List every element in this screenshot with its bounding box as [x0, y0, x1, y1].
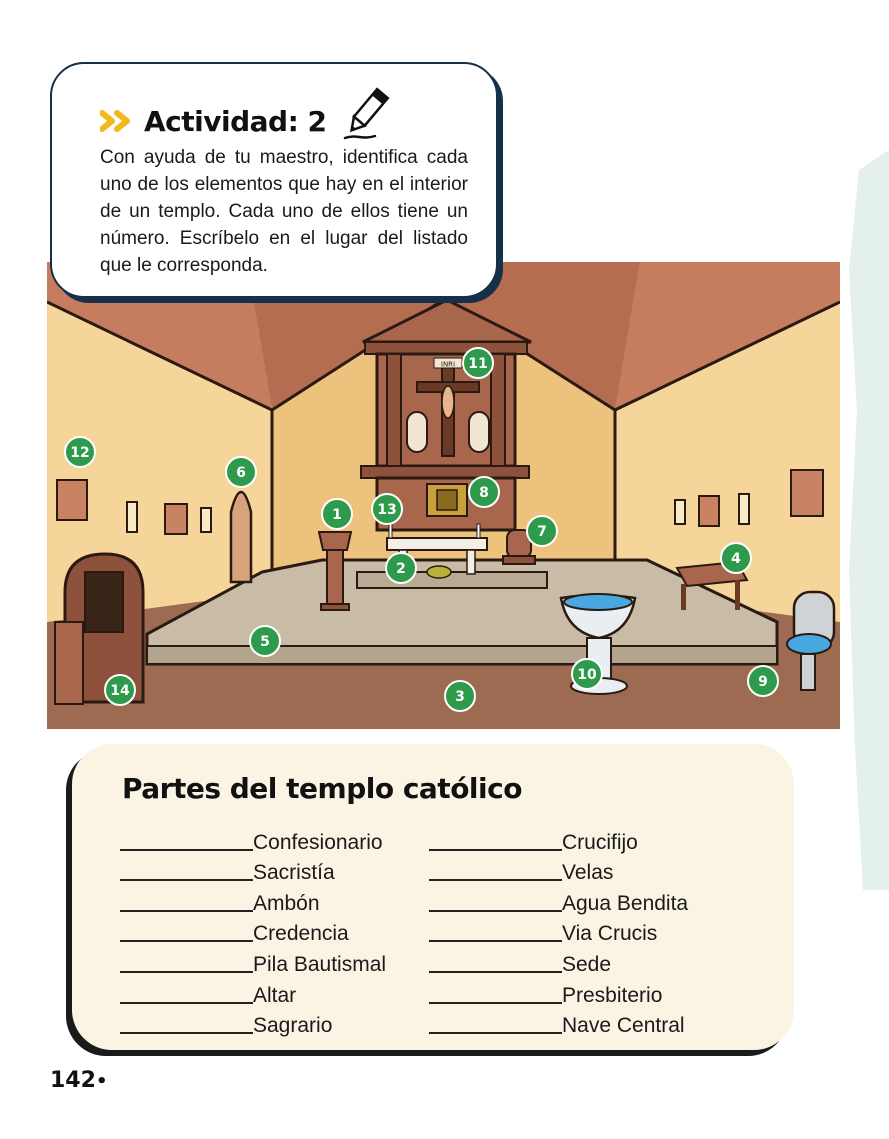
badge-number: 3 — [455, 689, 465, 705]
page-number — [50, 1068, 107, 1093]
page-number-value: 142 — [50, 1068, 96, 1093]
activity-title: Actividad: 2 — [144, 104, 327, 138]
church-interior-illustration — [47, 262, 840, 729]
badge-14 — [105, 675, 135, 705]
list-item — [429, 946, 688, 977]
badge-4 — [721, 543, 751, 573]
list-item — [429, 824, 688, 855]
answer-blank[interactable] — [429, 940, 562, 942]
answer-blank[interactable] — [429, 910, 562, 912]
badge-number: 5 — [260, 634, 270, 650]
list-item — [429, 885, 688, 916]
list-item-label: Pila Bautismal — [253, 952, 387, 976]
parts-list-left-column — [120, 824, 386, 1038]
activity-card — [50, 62, 498, 298]
answer-blank[interactable] — [429, 1002, 562, 1004]
parts-list-card — [72, 744, 794, 1050]
list-item-label: Credencia — [253, 922, 349, 946]
badge-number: 10 — [577, 667, 597, 683]
answer-blank[interactable] — [120, 849, 253, 851]
answer-blank[interactable] — [120, 1002, 253, 1004]
parts-list-title: Partes del templo católico — [122, 772, 522, 805]
badge-number: 13 — [377, 502, 397, 518]
list-item-label: Crucifijo — [562, 830, 638, 854]
badge-9 — [748, 666, 778, 696]
badge-10 — [572, 659, 602, 689]
side-decoration — [849, 150, 889, 890]
badge-1 — [322, 499, 352, 529]
badge-number: 2 — [396, 561, 406, 577]
badge-number: 14 — [110, 683, 130, 699]
list-item — [429, 855, 688, 886]
badge-number: 12 — [70, 445, 90, 461]
parts-list-right-column — [429, 824, 688, 1038]
badge-number: 4 — [731, 551, 741, 567]
answer-blank[interactable] — [120, 910, 253, 912]
badge-number: 6 — [236, 465, 246, 481]
cross-inscription: INRI — [440, 360, 456, 369]
list-item-label: Altar — [253, 983, 297, 1007]
badge-13 — [372, 494, 402, 524]
badge-number: 7 — [537, 524, 547, 540]
badge-number: 1 — [332, 507, 342, 523]
list-item — [429, 977, 688, 1008]
list-item-label: Nave Central — [562, 1014, 685, 1038]
double-chevron-icon — [100, 110, 134, 132]
list-item-label: Velas — [562, 861, 614, 885]
badge-number: 8 — [479, 485, 489, 501]
list-item-label: Presbiterio — [562, 983, 663, 1007]
badge-8 — [469, 477, 499, 507]
list-item — [120, 855, 386, 886]
list-item-label: Sacristía — [253, 861, 335, 885]
badge-6 — [226, 457, 256, 487]
badge-11 — [463, 348, 493, 378]
list-item — [429, 1008, 688, 1039]
list-item-label: Sede — [562, 952, 612, 976]
answer-blank[interactable] — [429, 1032, 562, 1034]
badge-number: 11 — [468, 356, 488, 372]
answer-blank[interactable] — [120, 879, 253, 881]
badge-3 — [445, 681, 475, 711]
list-item — [429, 916, 688, 947]
answer-blank[interactable] — [120, 1032, 253, 1034]
list-item-label: Agua Bendita — [562, 891, 689, 915]
answer-blank[interactable] — [429, 971, 562, 973]
answer-blank[interactable] — [120, 940, 253, 942]
badge-2 — [386, 553, 416, 583]
list-item — [120, 977, 386, 1008]
page-dot: • — [95, 1071, 108, 1092]
list-item — [120, 916, 386, 947]
list-item-label: Confesionario — [253, 830, 383, 854]
list-item — [120, 824, 386, 855]
answer-blank[interactable] — [429, 849, 562, 851]
list-item-label: Via Crucis — [562, 922, 658, 946]
badge-number: 9 — [758, 674, 768, 690]
badge-5 — [250, 626, 280, 656]
list-item — [120, 885, 386, 916]
badge-12 — [65, 437, 95, 467]
list-item-label: Ambón — [253, 891, 320, 915]
answer-blank[interactable] — [120, 971, 253, 973]
activity-header — [100, 100, 393, 142]
answer-blank[interactable] — [429, 879, 562, 881]
list-item — [120, 946, 386, 977]
activity-instructions: Con ayuda de tu maestro, identifica cada uno de los elementos que hay en el interior de un templo. Cada uno de ellos tiene un número. Escríbelo en el lugar del listado que le corresponda. — [100, 147, 468, 276]
badge-7 — [527, 516, 557, 546]
pencil-icon — [341, 86, 393, 142]
list-item — [120, 1008, 386, 1039]
list-item-label: Sagrario — [253, 1014, 333, 1038]
